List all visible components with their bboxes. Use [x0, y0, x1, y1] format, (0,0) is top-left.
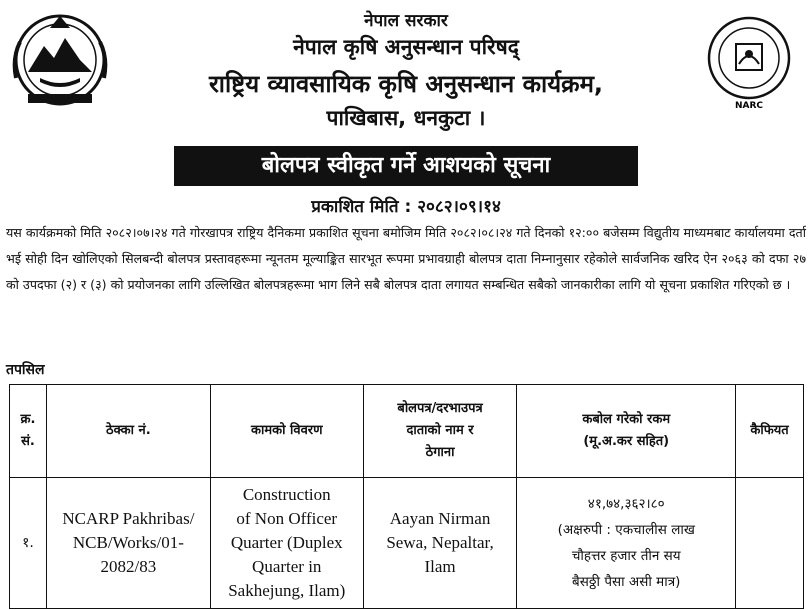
header-amount: कबोल गरेको रकम (मू.अ.कर सहित) — [517, 385, 736, 478]
notice-body: यस कार्यक्रमको मिति २०८२।०७।२४ गते गोरखापत्र राष्ट्रिय दैनिकमा प्रकाशित सूचना बमोजिम मिति २०८२।०८।२४ गते दिनको १२:०० बजेसम्म विद्युतीय माध्यमबाट कार्यालयमा दर्ता भई सोही दिन खोलिएको सिलबन्दी बोलपत्र प्रस्तावहरूमा न्यूनतम मूल्याङ्कित सारभूत रूपमा प्रभावग्राही बोलपत्र दाता निम्नानुसार रहेकोले सार्वजनिक खरिद ऐन २०६३ को दफा २७ को उपदफा (२) र (३) को प्रयोजनका लागि उल्लिखित बोलपत्रहरूमा भाग लिने सबै बोलपत्र दाता लगायत सम्बन्धित सबैको जानकारीका लागि यो सूचना प्रकाशित गरिएको छ । — [6, 225, 806, 292]
header-description: कामको विवरण — [210, 385, 363, 478]
header-government: नेपाल सरकार — [364, 11, 448, 31]
cell-contract-no: NCARP Pakhribas/ NCB/Works/01- 2082/83 — [46, 478, 210, 609]
narc-logo-text: NARC — [734, 101, 764, 110]
published-date: प्रकाशित मिति : २०८२।०९।१४ — [311, 197, 501, 217]
table-header-row — [10, 385, 804, 478]
header-remarks: कैफियत — [736, 385, 804, 478]
cell-remarks — [736, 478, 804, 609]
header-program: राष्ट्रिय व्यावसायिक कृषि अनुसन्धान कार्यक्रम, — [208, 70, 604, 98]
cell-description: Construction of Non Officer Quarter (Duplex Quarter in Sakhejung, Ilam) — [210, 478, 363, 609]
cell-bidder: Aayan Nirman Sewa, Nepaltar, Ilam — [363, 478, 517, 609]
header-council: नेपाल कृषि अनुसन्धान परिषद् — [293, 35, 519, 59]
table-row — [10, 478, 804, 609]
cell-amount: ४१,७४,३६२।८० (अक्षरुपी : एकचालीस लाख चौहत्तर हजार तीन सय बैसठ्ठी पैसा असी मात्र) — [517, 478, 736, 609]
bid-table — [9, 384, 804, 609]
header-contract-no: ठेक्का नं. — [46, 385, 210, 478]
header-serial: क्र. सं. — [10, 385, 47, 478]
header-location: पाखिबास, धनकुटा । — [326, 106, 486, 130]
details-label: तपसिल — [6, 362, 45, 378]
notice-title-banner: बोलपत्र स्वीकृत गर्ने आशयको सूचना — [174, 146, 638, 186]
header-bidder: बोलपत्र/दरभाउपत्र दाताको नाम र ठेगाना — [363, 385, 517, 478]
cell-serial: १. — [10, 478, 47, 609]
